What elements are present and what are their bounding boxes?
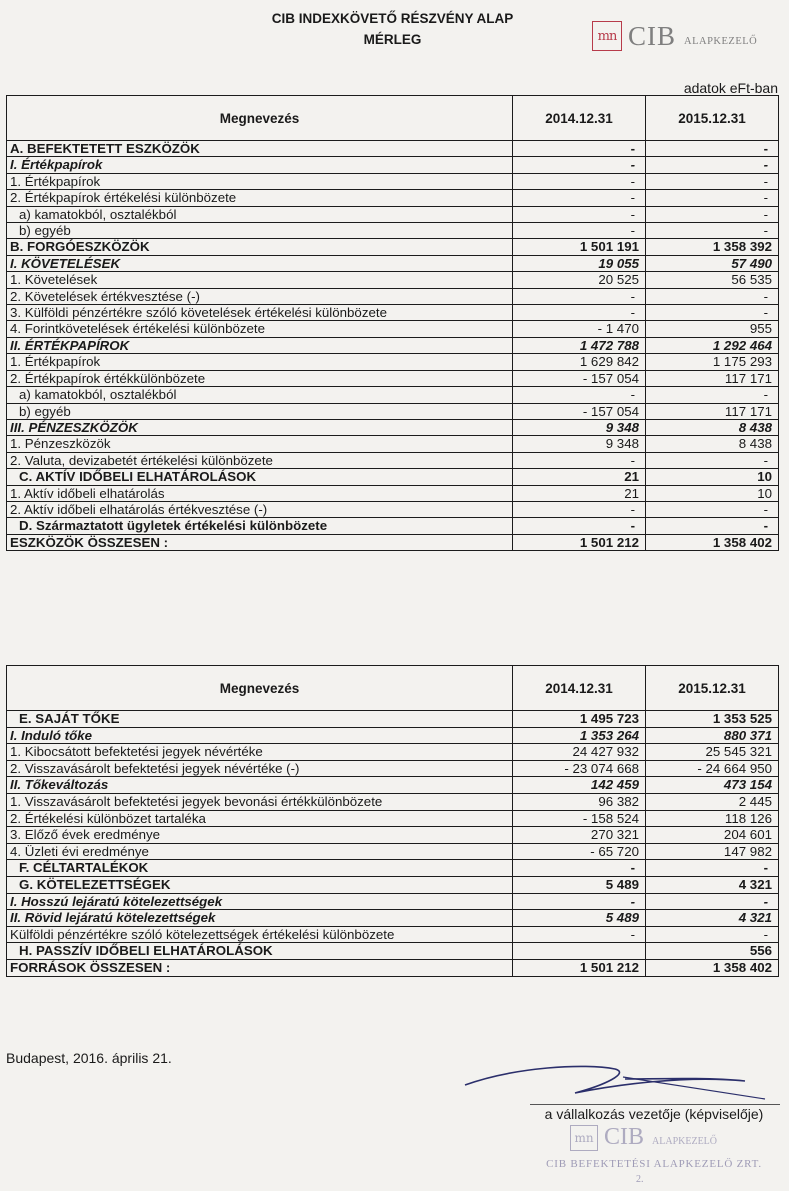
value-2014: 5 489 [513,876,646,893]
row-label: F. CÉLTARTALÉKOK [7,860,513,877]
value-2014: 1 501 191 [513,239,646,255]
row-label: ESZKÖZÖK ÖSSZESEN : [7,534,513,550]
value-2014: 19 055 [513,255,646,271]
value-2015: - [646,452,779,468]
row-label: 1. Aktív időbeli elhatárolás [7,485,513,501]
value-2014: 1 495 723 [513,711,646,728]
statement-name: MÉRLEG [363,32,422,47]
value-2014: - [513,157,646,173]
unit-note: adatok eFt-ban [683,80,778,96]
value-2015: 556 [646,943,779,960]
value-2014: - [513,452,646,468]
table-row [7,469,779,485]
row-label: 1. Visszavásárolt befektetési jegyek bevonási értékkülönbözete [7,793,513,810]
table-row [7,744,779,761]
value-2015: 1 358 402 [646,534,779,550]
table-row [7,141,779,157]
table-row [7,893,779,910]
row-label: III. PÉNZESZKÖZÖK [7,419,513,435]
row-label: Külföldi pénzértékre szóló kötelezettségek értékelési különbözete [7,926,513,943]
value-2015: 1 353 525 [646,711,779,728]
place-date: Budapest, 2016. április 21. [6,1050,172,1066]
value-2015: - [646,288,779,304]
value-2014: - 65 720 [513,843,646,860]
col-header-2014: 2014.12.31 [513,666,646,711]
row-label: 2. Aktív időbeli elhatárolás értékvesztése (-) [7,501,513,517]
row-label: 2. Valuta, devizabetét értékelési különbözete [7,452,513,468]
value-2015: 8 438 [646,436,779,452]
table-row [7,387,779,403]
table-row [7,206,779,222]
value-2015: 10 [646,469,779,485]
value-2014 [513,943,646,960]
value-2014: - [513,223,646,239]
col-header-2015: 2015.12.31 [646,666,779,711]
table-row [7,305,779,321]
value-2014: - [513,501,646,517]
table-row [7,959,779,976]
value-2014: 142 459 [513,777,646,794]
row-label: I. Hosszú lejáratú kötelezettségek [7,893,513,910]
table-row [7,403,779,419]
table-row [7,810,779,827]
row-label: E. SAJÁT TŐKE [7,711,513,728]
value-2014: - [513,141,646,157]
value-2014: 9 348 [513,436,646,452]
value-2015: - [646,173,779,189]
value-2014: - [513,860,646,877]
value-2015: 955 [646,321,779,337]
row-label: A. BEFEKTETETT ESZKÖZÖK [7,141,513,157]
table-row [7,943,779,960]
row-label: b) egyéb [7,223,513,239]
table-row [7,827,779,844]
table-row [7,272,779,288]
row-label: D. Származtatott ügyletek értékelési különbözete [7,518,513,534]
row-label: FORRÁSOK ÖSSZESEN : [7,959,513,976]
value-2015: - 24 664 950 [646,760,779,777]
table-row [7,255,779,271]
row-label: H. PASSZÍV IDŐBELI ELHATÁROLÁSOK [7,943,513,960]
table-row [7,452,779,468]
table-row [7,239,779,255]
table-row [7,534,779,550]
signature-line [530,1104,780,1105]
value-2014: 96 382 [513,793,646,810]
logo-subtitle: ALAPKEZELŐ [684,35,758,47]
stamp-company-text: CIB BEFEKTETÉSI ALAPKEZELŐ ZRT. [546,1158,762,1170]
value-2015: 10 [646,485,779,501]
value-2015: - [646,387,779,403]
row-label: II. Tőkeváltozás [7,777,513,794]
table-row [7,711,779,728]
value-2015: 2 445 [646,793,779,810]
document-title [225,8,560,50]
value-2015: - [646,926,779,943]
table-row [7,485,779,501]
value-2015: 117 171 [646,370,779,386]
value-2014: 24 427 932 [513,744,646,761]
value-2015: 4 321 [646,910,779,927]
col-header-2014: 2014.12.31 [513,96,646,141]
signature-icon [455,1055,775,1110]
value-2015: 880 371 [646,727,779,744]
row-label: 4. Forintkövetelések értékelési különbözete [7,321,513,337]
value-2014: - [513,190,646,206]
table-row [7,288,779,304]
row-label: II. ÉRTÉKPAPÍROK [7,337,513,353]
value-2015: - [646,141,779,157]
value-2014: - [513,893,646,910]
table-row [7,926,779,943]
value-2014: 1 501 212 [513,959,646,976]
value-2015: - [646,518,779,534]
table-row [7,843,779,860]
liabilities-table [6,665,779,977]
value-2015: 1 358 402 [646,959,779,976]
value-2015: 204 601 [646,827,779,844]
row-label: I. KÖVETELÉSEK [7,255,513,271]
value-2014: - 1 470 [513,321,646,337]
value-2015: 1 358 392 [646,239,779,255]
value-2015: 57 490 [646,255,779,271]
value-2015: - [646,157,779,173]
value-2014: - 158 524 [513,810,646,827]
row-label: 2. Értékelési különbözet tartaléka [7,810,513,827]
table-row [7,760,779,777]
value-2014: - [513,206,646,222]
value-2014: 1 472 788 [513,337,646,353]
row-label: 2. Értékpapírok értékkülönbözete [7,370,513,386]
stamp-name: CIB [604,1124,645,1150]
row-label: B. FORGÓESZKÖZÖK [7,239,513,255]
row-label: 3. Külföldi pénzértékre szóló követelések értékelési különbözete [7,305,513,321]
signatory-label: a vállalkozás vezetője (képviselője) [544,1106,764,1122]
stamp-subtitle: ALAPKEZELŐ [652,1136,718,1147]
logo-name: CIB [628,20,677,51]
logo-mark-icon: mn [592,21,622,51]
table-row [7,354,779,370]
table-row [7,157,779,173]
table-row [7,321,779,337]
row-label: 2. Követelések értékvesztése (-) [7,288,513,304]
value-2015: - [646,223,779,239]
row-label: a) kamatokból, osztalékból [7,206,513,222]
value-2015: 1 175 293 [646,354,779,370]
assets-table [6,95,779,551]
col-header-2015: 2015.12.31 [646,96,779,141]
row-label: G. KÖTELEZETTSÉGEK [7,876,513,893]
row-label: 2. Értékpapírok értékelési különbözete [7,190,513,206]
value-2014: 21 [513,469,646,485]
row-label: 1. Értékpapírok [7,173,513,189]
value-2014: - [513,387,646,403]
value-2015: 8 438 [646,419,779,435]
value-2014: 270 321 [513,827,646,844]
value-2014: - [513,305,646,321]
row-label: II. Rövid lejáratú kötelezettségek [7,910,513,927]
row-label: b) egyéb [7,403,513,419]
row-label: 4. Üzleti évi eredménye [7,843,513,860]
value-2014: 21 [513,485,646,501]
value-2014: - 157 054 [513,403,646,419]
row-label: I. Értékpapírok [7,157,513,173]
row-label: 1. Értékpapírok [7,354,513,370]
table-row [7,173,779,189]
value-2014: - [513,288,646,304]
row-label: 1. Pénzeszközök [7,436,513,452]
value-2014: - [513,173,646,189]
value-2014: - [513,926,646,943]
value-2014: - 23 074 668 [513,760,646,777]
table-row [7,436,779,452]
value-2015: - [646,190,779,206]
cib-logo [592,18,757,54]
value-2015: 4 321 [646,876,779,893]
company-stamp [570,1124,717,1151]
value-2015: 1 292 464 [646,337,779,353]
value-2015: 117 171 [646,403,779,419]
row-label: C. AKTÍV IDŐBELI ELHATÁROLÁSOK [7,469,513,485]
table-row [7,860,779,877]
value-2015: 473 154 [646,777,779,794]
stamp-mark-icon: mn [570,1125,598,1151]
value-2014: - 157 054 [513,370,646,386]
table-row [7,501,779,517]
stamp-number: 2. [636,1174,644,1185]
row-label: 1. Követelések [7,272,513,288]
col-header-name: Megnevezés [7,666,513,711]
table-row [7,727,779,744]
value-2014: 1 353 264 [513,727,646,744]
value-2015: 147 982 [646,843,779,860]
row-label: 1. Kibocsátott befektetési jegyek névértéke [7,744,513,761]
table-row [7,876,779,893]
value-2014: 1 501 212 [513,534,646,550]
table-row [7,223,779,239]
table-row [7,910,779,927]
row-label: 2. Visszavásárolt befektetési jegyek névértéke (-) [7,760,513,777]
fund-name: CIB INDEXKÖVETŐ RÉSZVÉNY ALAP [271,11,514,26]
value-2015: - [646,206,779,222]
table-row [7,793,779,810]
table-row [7,518,779,534]
table-row [7,777,779,794]
value-2014: 5 489 [513,910,646,927]
table-row [7,419,779,435]
value-2015: 118 126 [646,810,779,827]
row-label: a) kamatokból, osztalékból [7,387,513,403]
value-2015: - [646,501,779,517]
value-2015: - [646,860,779,877]
table-row [7,370,779,386]
value-2014: - [513,518,646,534]
row-label: I. Induló tőke [7,727,513,744]
value-2015: - [646,305,779,321]
value-2015: 56 535 [646,272,779,288]
value-2015: - [646,893,779,910]
value-2014: 20 525 [513,272,646,288]
row-label: 3. Előző évek eredménye [7,827,513,844]
value-2014: 1 629 842 [513,354,646,370]
table-row [7,337,779,353]
table-row [7,190,779,206]
value-2014: 9 348 [513,419,646,435]
value-2015: 25 545 321 [646,744,779,761]
col-header-name: Megnevezés [7,96,513,141]
